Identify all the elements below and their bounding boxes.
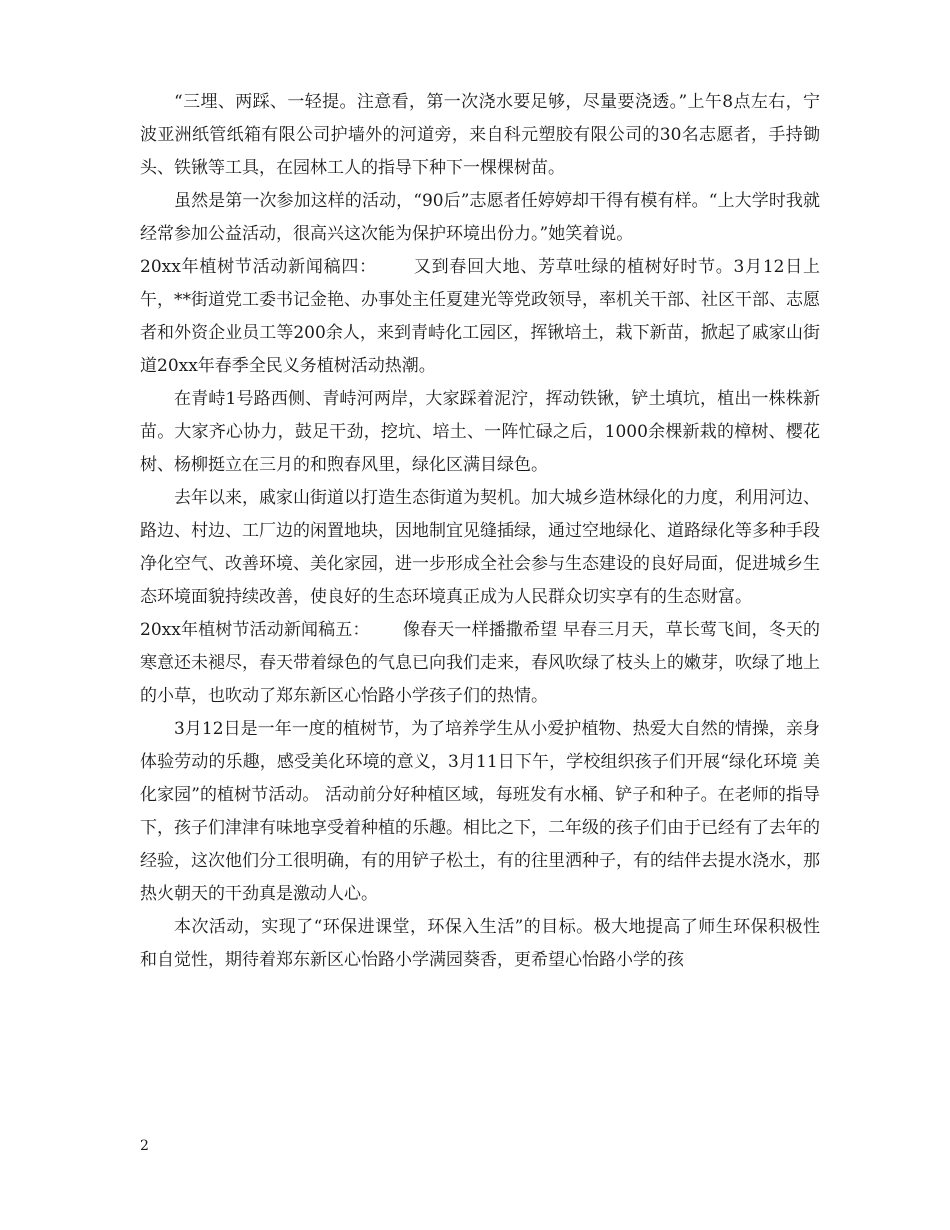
news-heading-five: 20xx年植树节活动新闻稿五： (140, 620, 370, 640)
paragraph-2: 虽然是第一次参加这样的活动，“90后”志愿者任婷婷却干得有模有样。“上大学时我就经常参加公益活动，很高兴这次能为保护环境出份力。”她笑着说。 (140, 191, 820, 244)
paragraph-6-text: 像春天一样播撒希望 早春三月天，草长莺飞间，冬天的寒意还未褪尽，春天带着绿色的气息已向我们走来，春风吹绿了枝头上的嫩芽，吹绿了地上的小草，也吹动了郑东新区心怡路小学孩子们的热情。 (140, 620, 820, 706)
paragraph-3 (140, 251, 820, 383)
paragraph-5: 去年以来，戚家山街道以打造生态街道为契机。加大城乡造林绿化的力度，利用河边、路边、村边、工厂边的闲置地块，因地制宜见缝插绿，通过空地绿化、道路绿化等多种手段净化空气、改善环境、美化家园，进一步形成全社会参与生态建设的良好局面，促进城乡生态环境面貌持续改善，使良好的生态环境真正成为人民群众切实享有的生态财富。 (140, 488, 820, 607)
paragraph-3-text: 又到春回大地、芳草吐绿的植树好时节。3月12日上午，**街道党工委书记金艳、办事处主任夏建光等党政领导，率机关干部、社区干部、志愿者和外资企业员工等200余人，来到青峙化工园区，挥锹培土，栽下新苗，掀起了戚家山街道20xx年春季全民义务植树活动热潮。 (140, 257, 820, 376)
heading-gap (377, 257, 414, 277)
page-number: 2 (140, 1138, 149, 1154)
paragraph-7: 3月12日是一年一度的植树节，为了培养学生从小爱护植物、热爱大自然的情操，亲身体验劳动的乐趣，感受美化环境的意义，3月11日下午，学校组织孩子们开展“绿化环境 美化家园”的植树节活动。 活动前分好种植区域，每班发有水桶、铲子和种子。在老师的指导下，孩子们津津有味地享受着种植的乐趣。相比之下，二年级的孩子们由于已经有了去年的经验，这次他们分工很明确，有的用铲子松土，有的往里洒种子，有的结伴去提水浇水，那热火朝天的干劲真是激动人心。 (140, 719, 820, 904)
document-body (140, 86, 820, 977)
paragraph-6 (140, 614, 820, 713)
paragraph-8: 本次活动，实现了“环保进课堂，环保入生活”的目标。极大地提高了师生环保积极性和自觉性，期待着郑东新区心怡路小学满园葵香，更希望心怡路小学的孩 (140, 917, 820, 970)
paragraph-1: “三埋、两踩、一轻提。注意看，第一次浇水要足够，尽量要浇透。”上午8点左右，宁波亚洲纸管纸箱有限公司护墙外的河道旁，来自科元塑胶有限公司的30名志愿者，手持锄头、铁锹等工具，在园林工人的指导下种下一棵棵树苗。 (140, 92, 820, 178)
news-heading-four: 20xx年植树节活动新闻稿四： (140, 257, 377, 277)
heading-gap (370, 620, 403, 640)
paragraph-4: 在青峙1号路西侧、青峙河两岸，大家踩着泥泞，挥动铁锹，铲土填坑，植出一株株新苗。大家齐心协力，鼓足干劲，挖坑、培土、一阵忙碌之后，1000余棵新栽的樟树、樱花树、杨柳挺立在三月的和煦春风里，绿化区满目绿色。 (140, 389, 820, 475)
